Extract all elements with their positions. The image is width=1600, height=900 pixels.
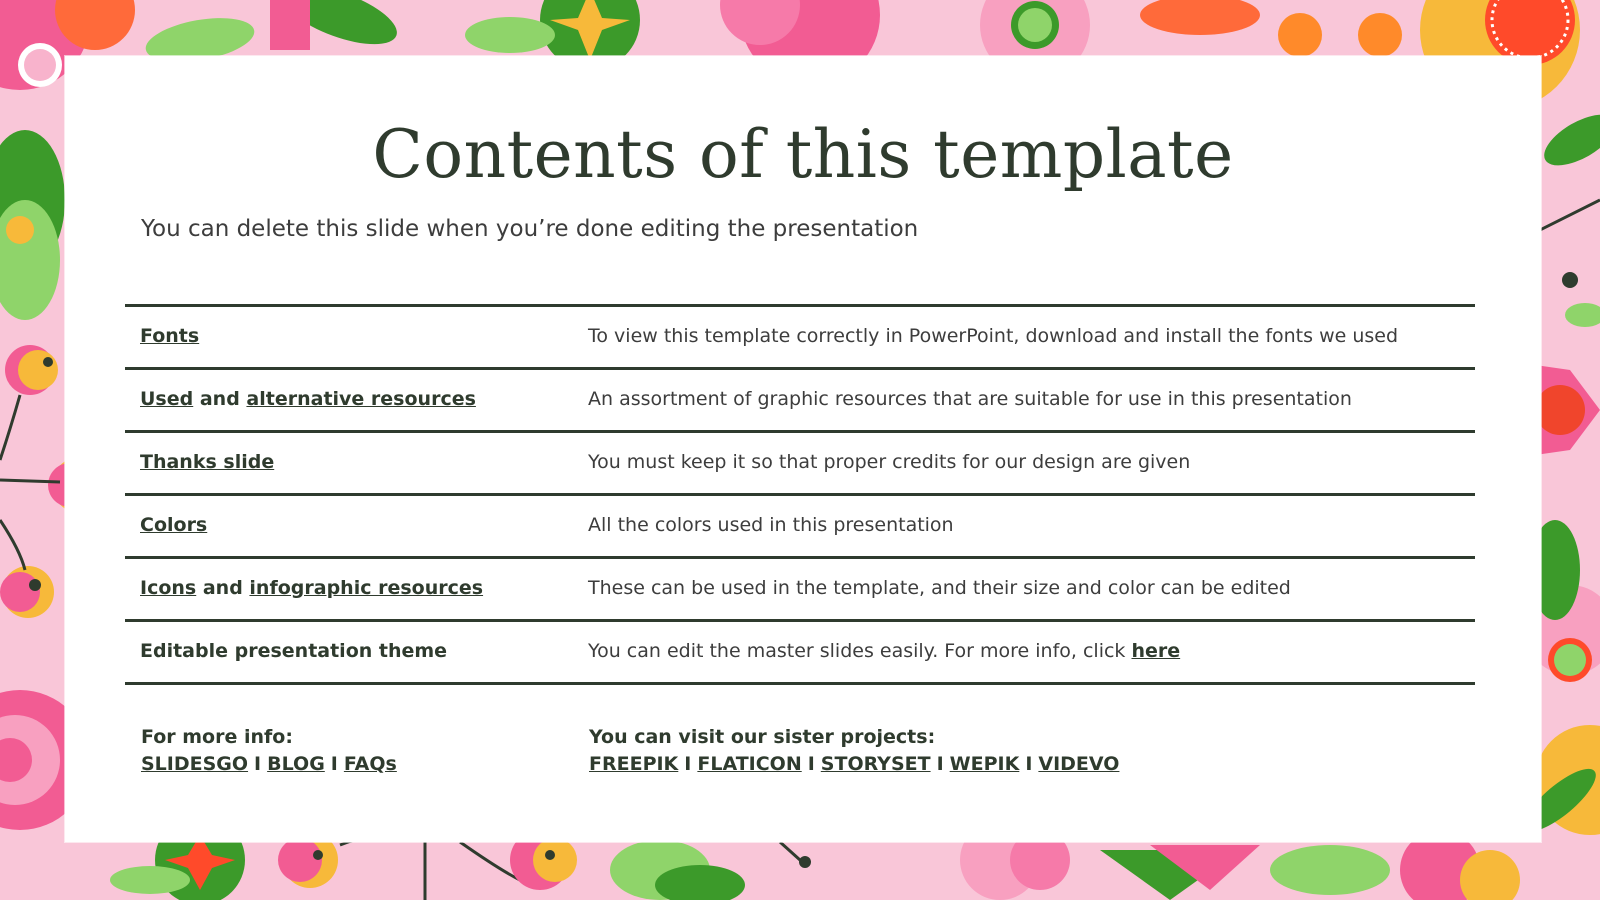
- sister-projects-footer: [589, 724, 1119, 778]
- table-row: [125, 307, 1475, 370]
- row-description: [588, 325, 1398, 347]
- link-separator: I: [936, 753, 944, 775]
- row-label: [140, 325, 199, 347]
- label-connector: and: [196, 577, 250, 599]
- editable-theme-label: Editable presentation theme: [140, 640, 448, 662]
- used-resources-link[interactable]: Used: [140, 388, 194, 410]
- table-row: [125, 622, 1475, 685]
- row-description: [588, 388, 1352, 410]
- description-text: To view this template correctly in PowerPoint, download and install the fonts we used: [588, 325, 1399, 347]
- infographic-resources-link[interactable]: infographic resources: [249, 577, 484, 599]
- fonts-link[interactable]: Fonts: [140, 325, 200, 347]
- row-label: [140, 640, 447, 662]
- table-row: [125, 559, 1475, 622]
- faqs-link[interactable]: FAQs: [343, 753, 397, 775]
- description-text: An assortment of graphic resources that are suitable for use in this presentation: [588, 388, 1352, 410]
- row-label: [140, 514, 207, 536]
- slide-card: [65, 56, 1541, 842]
- row-description: [588, 640, 1180, 662]
- row-label: [140, 451, 274, 473]
- label-connector: and: [193, 388, 247, 410]
- subtitle: You can delete this slide when you’re done editing the presentation: [141, 216, 919, 242]
- sister-projects-links: [589, 751, 1119, 778]
- more-info-links: [141, 751, 397, 778]
- link-separator: I: [684, 753, 692, 775]
- flaticon-link[interactable]: FLATICON: [697, 753, 802, 775]
- storyset-link[interactable]: STORYSET: [820, 753, 931, 775]
- row-description: [588, 451, 1190, 473]
- description-text: You must keep it so that proper credits for our design are given: [588, 451, 1191, 473]
- description-text: These can be used in the template, and their size and color can be edited: [588, 577, 1291, 599]
- slidesgo-link[interactable]: SLIDESGO: [141, 753, 249, 775]
- blog-link[interactable]: BLOG: [267, 753, 325, 775]
- videvo-link[interactable]: VIDEVO: [1038, 753, 1120, 775]
- link-separator: I: [807, 753, 815, 775]
- freepik-link[interactable]: FREEPIK: [589, 753, 679, 775]
- colors-link[interactable]: Colors: [140, 514, 208, 536]
- link-separator: I: [1025, 753, 1033, 775]
- contents-table: [125, 304, 1475, 685]
- link-separator: I: [254, 753, 262, 775]
- link-separator: I: [330, 753, 338, 775]
- row-label: [140, 577, 483, 599]
- thanks-slide-link[interactable]: Thanks slide: [140, 451, 275, 473]
- description-text: You can edit the master slides easily. For more info, click: [588, 640, 1132, 662]
- description-text: All the colors used in this presentation: [588, 514, 954, 536]
- table-row: [125, 370, 1475, 433]
- row-description: [588, 514, 954, 536]
- table-row: [125, 496, 1475, 559]
- row-label: [140, 388, 476, 410]
- sister-projects-heading: You can visit our sister projects:: [589, 726, 936, 748]
- alternative-resources-link[interactable]: alternative resources: [246, 388, 476, 410]
- wepik-link[interactable]: WEPIK: [949, 753, 1020, 775]
- icons-link[interactable]: Icons: [140, 577, 197, 599]
- here-link[interactable]: here: [1131, 640, 1181, 662]
- more-info-heading: For more info:: [141, 726, 293, 748]
- row-description: [588, 577, 1291, 599]
- table-row: [125, 433, 1475, 496]
- page-title: Contents of this template: [372, 116, 1234, 193]
- more-info-footer: [141, 724, 397, 778]
